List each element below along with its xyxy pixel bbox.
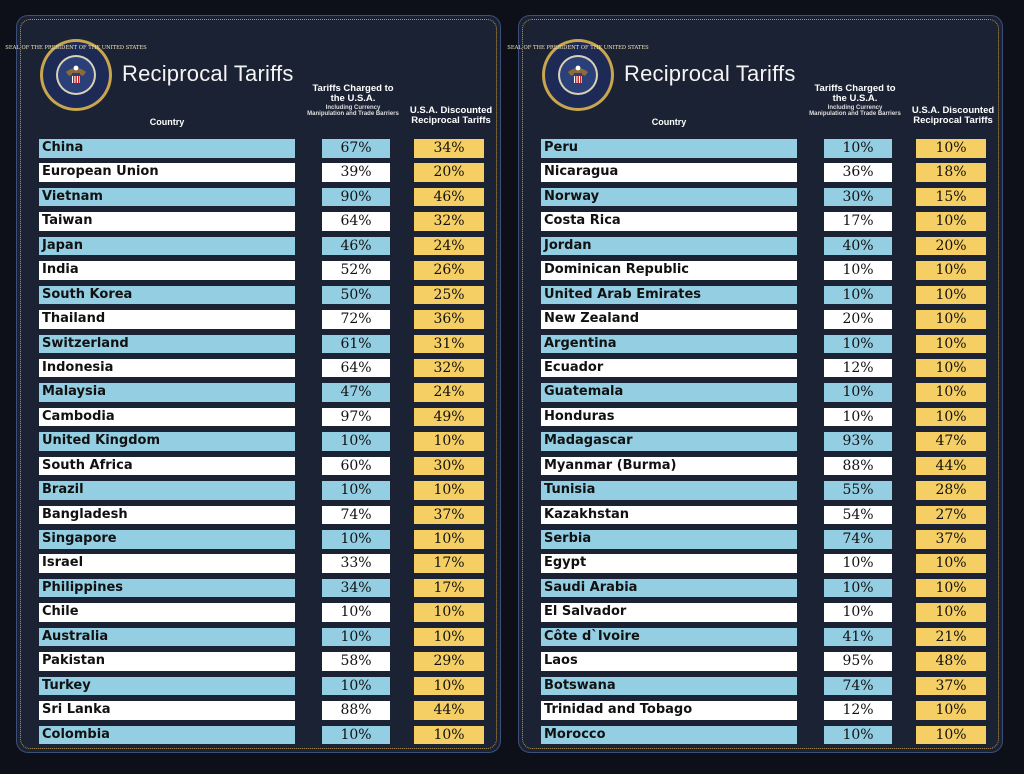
table-row — [541, 307, 986, 331]
table-row — [39, 600, 484, 624]
country-cell: Switzerland — [39, 335, 295, 354]
country-cell: Indonesia — [39, 359, 295, 378]
country-cell: Guatemala — [541, 383, 797, 402]
tariff-discount-cell: 37% — [916, 530, 986, 549]
table-row — [541, 527, 986, 551]
tariff-discount-cell: 10% — [916, 726, 986, 745]
table-row — [39, 551, 484, 575]
country-cell: Turkey — [39, 677, 295, 696]
table-row — [541, 600, 986, 624]
tariff-charged-cell: 20% — [824, 310, 892, 329]
tariff-charged-cell: 95% — [824, 652, 892, 671]
tariff-charged-cell: 54% — [824, 506, 892, 525]
tariff-discount-cell: 10% — [916, 701, 986, 720]
tariff-discount-cell: 47% — [916, 432, 986, 451]
country-cell: Egypt — [541, 554, 797, 573]
table-row — [541, 576, 986, 600]
tariff-board-right — [507, 15, 1003, 753]
tariff-discount-cell: 37% — [414, 506, 484, 525]
page-title: Reciprocal Tariffs — [624, 61, 796, 86]
tariff-charged-cell: 10% — [824, 726, 892, 745]
presidential-seal-icon — [507, 38, 649, 112]
tariff-charged-cell: 10% — [824, 261, 892, 280]
country-cell: Dominican Republic — [541, 261, 797, 280]
tariff-charged-cell: 10% — [824, 383, 892, 402]
tariff-charged-cell: 40% — [824, 237, 892, 256]
presidential-seal-icon — [5, 38, 147, 112]
table-row — [541, 356, 986, 380]
table-row — [39, 625, 484, 649]
tariff-charged-cell: 72% — [322, 310, 390, 329]
tariff-discount-cell: 18% — [916, 163, 986, 182]
tariff-discount-cell: 10% — [414, 677, 484, 696]
country-cell: Saudi Arabia — [541, 579, 797, 598]
tariff-charged-cell: 34% — [322, 579, 390, 598]
charged-header-sub: Including Currency Manipulation and Trade Barriers — [307, 104, 399, 118]
table-row — [39, 283, 484, 307]
table-row — [541, 234, 986, 258]
table-row — [541, 674, 986, 698]
table-row — [541, 258, 986, 282]
country-cell: Tunisia — [541, 481, 797, 500]
country-cell: Philippines — [39, 579, 295, 598]
tariff-discount-cell: 20% — [916, 237, 986, 256]
tariff-charged-cell: 47% — [322, 383, 390, 402]
table-row — [39, 209, 484, 233]
tariff-discount-cell: 44% — [916, 457, 986, 476]
country-cell: Norway — [541, 188, 797, 207]
table-row — [541, 160, 986, 184]
table-row — [39, 478, 484, 502]
country-cell: Israel — [39, 554, 295, 573]
table-row — [39, 429, 484, 453]
tariff-discount-cell: 10% — [414, 530, 484, 549]
tariff-charged-cell: 60% — [322, 457, 390, 476]
table-row — [39, 698, 484, 722]
tariff-charged-cell: 46% — [322, 237, 390, 256]
table-row — [39, 234, 484, 258]
tariff-discount-cell: 17% — [414, 579, 484, 598]
tariff-charged-cell: 17% — [824, 212, 892, 231]
country-cell: Costa Rica — [541, 212, 797, 231]
tariff-discount-cell: 30% — [414, 457, 484, 476]
tariff-discount-cell: 28% — [916, 481, 986, 500]
country-cell: Peru — [541, 139, 797, 158]
tariff-discount-cell: 44% — [414, 701, 484, 720]
table-row — [541, 283, 986, 307]
tariff-charged-cell: 64% — [322, 212, 390, 231]
country-cell: Chile — [39, 603, 295, 622]
table-row — [541, 698, 986, 722]
tariff-discount-cell: 24% — [414, 383, 484, 402]
tariff-discount-cell: 34% — [414, 139, 484, 158]
table-row — [39, 258, 484, 282]
country-cell: Jordan — [541, 237, 797, 256]
country-cell: Bangladesh — [39, 506, 295, 525]
charged-header-sub: Including Currency Manipulation and Trade Barriers — [809, 104, 901, 118]
tariff-discount-cell: 10% — [916, 554, 986, 573]
page-title: Reciprocal Tariffs — [122, 61, 294, 86]
table-row — [541, 723, 986, 747]
table-row — [39, 307, 484, 331]
tariff-discount-cell: 49% — [414, 408, 484, 427]
tariff-charged-cell: 10% — [322, 481, 390, 500]
tariff-charged-cell: 10% — [824, 603, 892, 622]
tariff-discount-cell: 10% — [916, 310, 986, 329]
tariff-discount-cell: 10% — [916, 408, 986, 427]
table-row — [39, 136, 484, 160]
tariff-discount-cell: 32% — [414, 212, 484, 231]
country-cell: Ecuador — [541, 359, 797, 378]
table-row — [541, 209, 986, 233]
country-cell: Argentina — [541, 335, 797, 354]
tariff-charged-cell: 55% — [824, 481, 892, 500]
charged-header-main: Tariffs Charged to the U.S.A. — [814, 83, 896, 104]
column-header-charged — [307, 84, 399, 118]
tariff-charged-cell: 10% — [322, 432, 390, 451]
tariff-charged-cell: 10% — [322, 603, 390, 622]
table-row — [39, 674, 484, 698]
tariff-charged-cell: 10% — [824, 335, 892, 354]
column-header-discount: U.S.A. Discounted Reciprocal Tariffs — [911, 105, 995, 127]
country-cell: Nicaragua — [541, 163, 797, 182]
tariff-discount-cell: 10% — [916, 359, 986, 378]
country-cell: India — [39, 261, 295, 280]
table-row — [541, 478, 986, 502]
country-cell: Colombia — [39, 726, 295, 745]
country-cell: Kazakhstan — [541, 506, 797, 525]
table-row — [541, 625, 986, 649]
tariff-charged-cell: 10% — [322, 726, 390, 745]
column-header-country: Country — [651, 117, 687, 127]
country-cell: El Salvador — [541, 603, 797, 622]
table-row — [39, 356, 484, 380]
tariff-charged-cell: 10% — [824, 579, 892, 598]
column-header-charged — [809, 84, 901, 118]
tariff-charged-cell: 10% — [322, 628, 390, 647]
tariff-discount-cell: 10% — [916, 261, 986, 280]
tariff-discount-cell: 10% — [414, 432, 484, 451]
column-header-discount: U.S.A. Discounted Reciprocal Tariffs — [409, 105, 493, 127]
tariff-table-left — [39, 136, 484, 747]
tariff-discount-cell: 10% — [414, 603, 484, 622]
tariff-charged-cell: 10% — [824, 286, 892, 305]
tariff-discount-cell: 36% — [414, 310, 484, 329]
country-cell: Japan — [39, 237, 295, 256]
tariff-discount-cell: 10% — [916, 212, 986, 231]
tariff-discount-cell: 21% — [916, 628, 986, 647]
table-row — [39, 380, 484, 404]
tariff-charged-cell: 10% — [322, 677, 390, 696]
tariff-board-left — [5, 15, 501, 753]
tariff-charged-cell: 88% — [824, 457, 892, 476]
country-cell: Pakistan — [39, 652, 295, 671]
country-cell: Laos — [541, 652, 797, 671]
tariff-discount-cell: 37% — [916, 677, 986, 696]
country-cell: South Africa — [39, 457, 295, 476]
tariff-charged-cell: 58% — [322, 652, 390, 671]
svg-text:SEAL OF THE PRESIDENT OF THE U: SEAL OF THE PRESIDENT OF THE UNITED STATES — [507, 45, 649, 51]
country-cell: China — [39, 139, 295, 158]
tariff-discount-cell: 15% — [916, 188, 986, 207]
tariff-charged-cell: 67% — [322, 139, 390, 158]
country-cell: United Kingdom — [39, 432, 295, 451]
table-row — [39, 527, 484, 551]
tariff-discount-cell: 29% — [414, 652, 484, 671]
tariff-charged-cell: 30% — [824, 188, 892, 207]
country-cell: Morocco — [541, 726, 797, 745]
tariff-discount-cell: 10% — [916, 383, 986, 402]
country-cell: Botswana — [541, 677, 797, 696]
tariff-discount-cell: 32% — [414, 359, 484, 378]
table-row — [39, 332, 484, 356]
table-row — [39, 185, 484, 209]
country-cell: Cambodia — [39, 408, 295, 427]
tariff-charged-cell: 52% — [322, 261, 390, 280]
country-cell: South Korea — [39, 286, 295, 305]
tariff-discount-cell: 48% — [916, 652, 986, 671]
column-header-country: Country — [149, 117, 185, 127]
country-cell: Côte d`Ivoire — [541, 628, 797, 647]
table-row — [39, 649, 484, 673]
tariff-discount-cell: 46% — [414, 188, 484, 207]
tariff-charged-cell: 74% — [824, 677, 892, 696]
tariff-charged-cell: 74% — [824, 530, 892, 549]
tariff-charged-cell: 64% — [322, 359, 390, 378]
country-cell: Australia — [39, 628, 295, 647]
tariff-discount-cell: 31% — [414, 335, 484, 354]
country-cell: Sri Lanka — [39, 701, 295, 720]
tariff-charged-cell: 74% — [322, 506, 390, 525]
table-row — [541, 649, 986, 673]
table-row — [39, 454, 484, 478]
table-row — [541, 454, 986, 478]
country-cell: Taiwan — [39, 212, 295, 231]
country-cell: Brazil — [39, 481, 295, 500]
tariff-discount-cell: 20% — [414, 163, 484, 182]
country-cell: Myanmar (Burma) — [541, 457, 797, 476]
tariff-charged-cell: 90% — [322, 188, 390, 207]
country-cell: Madagascar — [541, 432, 797, 451]
charged-header-main: Tariffs Charged to the U.S.A. — [312, 83, 394, 104]
table-row — [39, 576, 484, 600]
country-cell: Thailand — [39, 310, 295, 329]
country-cell: Honduras — [541, 408, 797, 427]
table-row — [541, 503, 986, 527]
tariff-discount-cell: 10% — [916, 139, 986, 158]
tariff-charged-cell: 88% — [322, 701, 390, 720]
tariff-discount-cell: 10% — [414, 481, 484, 500]
country-cell: Malaysia — [39, 383, 295, 402]
tariff-charged-cell: 12% — [824, 359, 892, 378]
country-cell: United Arab Emirates — [541, 286, 797, 305]
table-row — [541, 405, 986, 429]
tariff-discount-cell: 26% — [414, 261, 484, 280]
tariff-discount-cell: 27% — [916, 506, 986, 525]
tariff-charged-cell: 10% — [824, 139, 892, 158]
tariff-discount-cell: 17% — [414, 554, 484, 573]
tariff-charged-cell: 61% — [322, 335, 390, 354]
tariff-discount-cell: 10% — [414, 628, 484, 647]
tariff-discount-cell: 24% — [414, 237, 484, 256]
tariff-charged-cell: 10% — [322, 530, 390, 549]
tariff-discount-cell: 10% — [916, 286, 986, 305]
tariff-table-right — [541, 136, 986, 747]
country-cell: Vietnam — [39, 188, 295, 207]
table-row — [541, 185, 986, 209]
table-row — [541, 136, 986, 160]
svg-text:SEAL OF THE PRESIDENT OF THE U: SEAL OF THE PRESIDENT OF THE UNITED STATES — [5, 45, 147, 51]
tariff-discount-cell: 10% — [414, 726, 484, 745]
country-cell: Serbia — [541, 530, 797, 549]
tariff-charged-cell: 97% — [322, 408, 390, 427]
table-row — [39, 405, 484, 429]
country-cell: New Zealand — [541, 310, 797, 329]
table-row — [541, 332, 986, 356]
table-row — [541, 551, 986, 575]
tariff-charged-cell: 10% — [824, 554, 892, 573]
country-cell: European Union — [39, 163, 295, 182]
tariff-discount-cell: 10% — [916, 579, 986, 598]
table-row — [541, 380, 986, 404]
tariff-charged-cell: 12% — [824, 701, 892, 720]
tariff-charged-cell: 50% — [322, 286, 390, 305]
tariff-charged-cell: 33% — [322, 554, 390, 573]
country-cell: Singapore — [39, 530, 295, 549]
tariff-charged-cell: 36% — [824, 163, 892, 182]
tariff-discount-cell: 10% — [916, 603, 986, 622]
table-row — [39, 503, 484, 527]
table-row — [39, 723, 484, 747]
table-row — [39, 160, 484, 184]
table-row — [541, 429, 986, 453]
country-cell: Trinidad and Tobago — [541, 701, 797, 720]
tariff-discount-cell: 10% — [916, 335, 986, 354]
tariff-charged-cell: 41% — [824, 628, 892, 647]
tariff-charged-cell: 10% — [824, 408, 892, 427]
tariff-charged-cell: 93% — [824, 432, 892, 451]
tariff-charged-cell: 39% — [322, 163, 390, 182]
tariff-discount-cell: 25% — [414, 286, 484, 305]
